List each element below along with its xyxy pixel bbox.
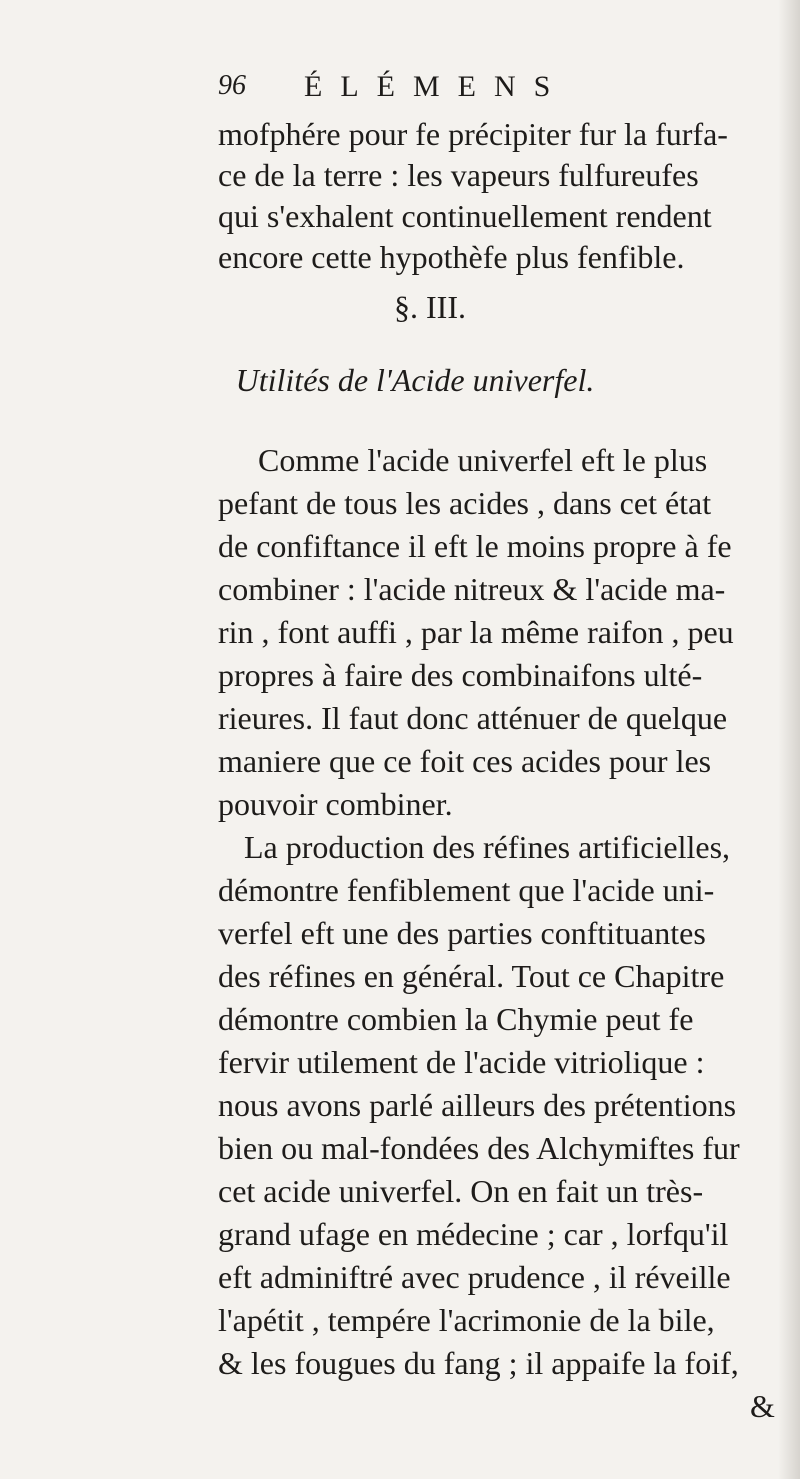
text-line: eft adminiftré avec prudence , il réveille — [218, 1259, 731, 1295]
text-line: pouvoir combiner. — [218, 786, 453, 822]
page-header — [218, 70, 778, 110]
text-line: bien ou mal-fondées des Alchymiftes fur — [218, 1130, 740, 1166]
page-number: 96 — [218, 70, 246, 101]
text-line: de confiftance il eft le moins propre à fe — [218, 528, 732, 564]
text-line: mofphére pour fe précipiter fur la furfa- — [218, 116, 728, 152]
catchword: & — [750, 1388, 775, 1424]
text-line: propres à faire des combinaifons ulté- — [218, 657, 703, 693]
text-line: verfel eft une des parties conftituantes — [218, 915, 706, 951]
section-number: §. III. — [394, 289, 466, 325]
text-line: démontre fenfiblement que l'acide uni- — [218, 872, 715, 908]
text-line: pefant de tous les acides , dans cet état — [218, 485, 712, 521]
text-line: l'apétit , tempére l'acrimonie de la bile, — [218, 1302, 715, 1338]
text-line: nous avons parlé ailleurs des prétentions — [218, 1087, 737, 1123]
text-line: rin , font auffi , par la même raifon , peu — [218, 614, 734, 650]
text-line: & les fougues du fang ; il appaife la foif, — [218, 1345, 739, 1381]
text-line: des réfines en général. Tout ce Chapitre — [218, 958, 725, 994]
text-line: ce de la terre : les vapeurs fulfureufes — [218, 157, 699, 193]
text-line: La production des réfines artificielles, — [244, 829, 731, 865]
text-line: fervir utilement de l'acide vitriolique : — [218, 1044, 705, 1080]
text-line: démontre combien la Chymie peut fe — [218, 1001, 694, 1037]
section-title: Utilités de l'Acide univerfel. — [235, 362, 595, 398]
text-line: cet acide univerfel. On en fait un très- — [218, 1173, 704, 1209]
text-line: encore cette hypothèfe plus fenfible. — [218, 239, 685, 275]
text-line: rieures. Il faut donc atténuer de quelque — [218, 700, 728, 736]
text-line: Comme l'acide univerfel eft le plus — [258, 442, 708, 478]
text-line: qui s'exhalent continuellement rendent — [218, 198, 712, 234]
text-line: combiner : l'acide nitreux & l'acide ma- — [218, 571, 726, 607]
text-line: maniere que ce foit ces acides pour les — [218, 743, 712, 779]
text-line: grand ufage en médecine ; car , lorfqu'il — [218, 1216, 729, 1252]
running-head: ÉLÉMENS — [304, 70, 569, 103]
page-edge-shadow — [778, 0, 800, 1479]
